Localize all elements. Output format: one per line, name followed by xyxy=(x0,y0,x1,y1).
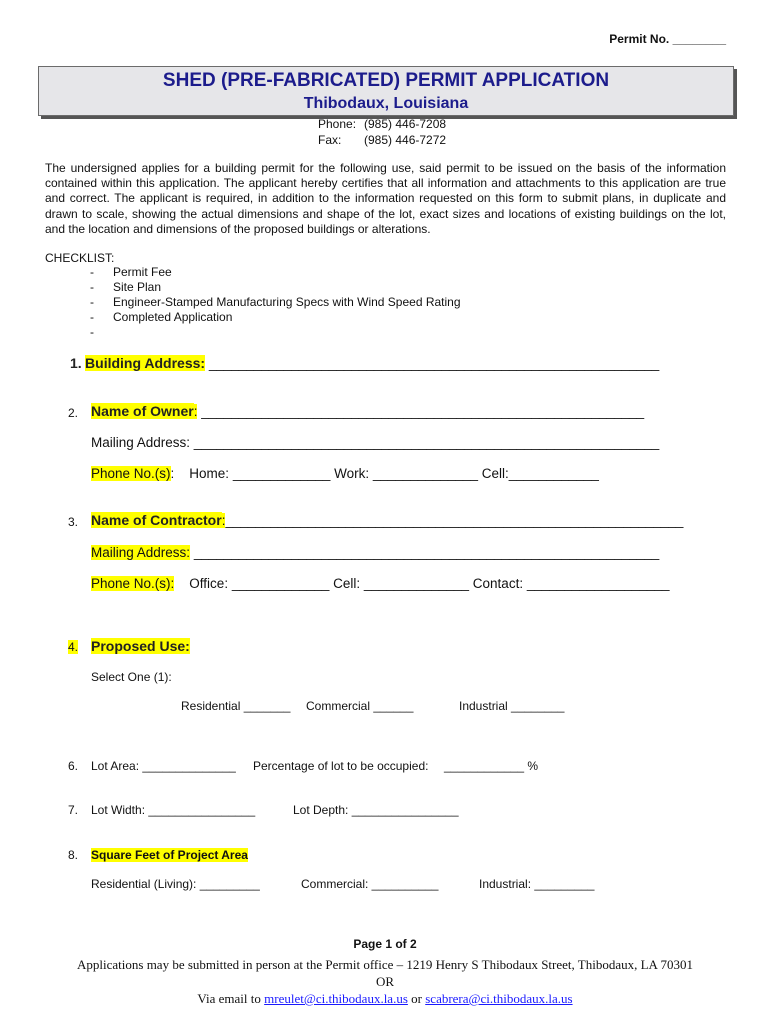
checklist-item: - Engineer-Stamped Manufacturing Specs with Wind Speed Rating xyxy=(90,295,461,309)
owner-name-row xyxy=(91,403,644,419)
owner-mailing-address-field[interactable]: Mailing Address: ______________________________________________________________ xyxy=(91,435,660,450)
owner-phone-fields[interactable]: : Home: _____________ Work: ______________ Cell:____________ xyxy=(170,466,599,481)
owner-name-label: Name of Owner xyxy=(91,403,194,419)
footer-or: OR xyxy=(375,974,395,989)
contractor-name-row xyxy=(91,512,683,528)
title-box xyxy=(38,66,734,116)
residential-sqft-field[interactable]: Residential (Living): _________ xyxy=(91,877,260,891)
owner-phone-row xyxy=(91,466,599,481)
footer-email-line xyxy=(0,991,770,1007)
industrial-option-field[interactable]: Industrial ________ xyxy=(459,699,565,713)
square-feet-label: Square Feet of Project Area xyxy=(91,848,248,862)
commercial-sqft-field[interactable]: Commercial: __________ xyxy=(301,877,439,891)
section-number: 8. xyxy=(68,848,79,862)
percentage-occupied-label: Percentage of lot to be occupied: xyxy=(253,759,429,773)
section-number: 6. xyxy=(68,759,79,773)
footer-address: Applications may be submitted in person at the Permit office – 1219 Henry S Thibodaux Street, Thibodaux, LA 70301 xyxy=(77,957,693,972)
commercial-option-field[interactable]: Commercial ______ xyxy=(306,699,414,713)
contractor-name-field[interactable]: _____________________________________________________________ xyxy=(225,513,684,528)
footer-email-join: or xyxy=(407,991,426,1006)
checklist-item: - Permit Fee xyxy=(90,265,172,279)
fax-line xyxy=(318,133,446,147)
lot-area-field[interactable]: Lot Area: ______________ xyxy=(91,759,236,773)
lot-depth-field[interactable]: Lot Depth: ________________ xyxy=(293,803,459,817)
section-number: 4. xyxy=(68,640,79,654)
building-address-field[interactable]: ____________________________________________________________ xyxy=(205,356,660,371)
page-title: SHED (PRE-FABRICATED) PERMIT APPLICATION xyxy=(162,70,610,91)
phone-line xyxy=(318,117,446,131)
checklist-item-label: Site Plan xyxy=(113,280,162,294)
contractor-phone-row xyxy=(91,576,669,591)
owner-name-colon: : xyxy=(193,404,198,419)
page-number: Page 1 of 2 xyxy=(353,937,417,951)
select-one-label: Select One (1): xyxy=(91,670,172,684)
industrial-sqft-field[interactable]: Industrial: _________ xyxy=(479,877,595,891)
checklist-heading: CHECKLIST: xyxy=(45,251,115,265)
contractor-mailing-label: Mailing Address: xyxy=(91,545,191,560)
fax-value: (985) 446-7272 xyxy=(364,133,447,147)
contractor-mailing-field[interactable]: ______________________________________________________________ xyxy=(190,545,660,560)
intro-paragraph: The undersigned applies for a building permit for the following use, said permit to be issued on the basis of the information contained within this application. The applicant hereby certifies that all information and attachments to this application are true and correct. The applicant is required, in addition to the information requested on this form to submit plans, in duplicate and drawn to scale, showing the actual dimensions and shape of the lot, exact sizes and locations of existing buildings on the lot, and the location and dimensions of the proposed buildings or alterations. xyxy=(45,161,726,236)
section-number: 7. xyxy=(68,803,79,817)
section-number: 3. xyxy=(68,515,79,529)
footer-email-prefix: Via email to xyxy=(197,991,265,1006)
checklist-item: - Site Plan xyxy=(90,280,162,294)
section-number: 2. xyxy=(68,406,79,420)
building-address-label: Building Address: xyxy=(85,355,206,371)
residential-option-field[interactable]: Residential _______ xyxy=(181,699,291,713)
phone-value: (985) 446-7208 xyxy=(364,117,447,131)
percentage-occupied-field[interactable]: ____________ % xyxy=(444,759,539,773)
checklist-item-label: Permit Fee xyxy=(113,265,172,279)
checklist-item-label: Engineer-Stamped Manufacturing Specs with Wind Speed Rating xyxy=(113,295,461,309)
contractor-name-colon: : xyxy=(221,513,226,528)
permit-number-field: Permit No. ________ xyxy=(609,32,726,46)
checklist-item: - Completed Application xyxy=(90,310,233,324)
owner-phone-label: Phone No.(s) xyxy=(91,466,171,481)
proposed-use-label: Proposed Use: xyxy=(91,638,190,654)
contractor-mailing-row xyxy=(91,545,659,560)
contractor-phone-label: Phone No.(s): xyxy=(91,576,175,591)
email-link-scabrera[interactable]: scabrera@ci.thibodaux.la.us xyxy=(425,991,573,1006)
fax-label: Fax: xyxy=(318,133,342,147)
lot-width-field[interactable]: Lot Width: ________________ xyxy=(91,803,256,817)
contractor-name-label: Name of Contractor xyxy=(91,512,222,528)
page-subtitle: Thibodaux, Louisiana xyxy=(303,95,469,112)
checklist-item-label: Completed Application xyxy=(113,310,233,324)
owner-name-field[interactable]: ___________________________________________________________ xyxy=(197,404,645,419)
checklist-item: - xyxy=(90,325,94,339)
section-number: 1. xyxy=(70,355,82,371)
contractor-phone-fields[interactable]: Office: _____________ Cell: ______________ Contact: ___________________ xyxy=(174,576,670,591)
email-link-mreulet[interactable]: mreulet@ci.thibodaux.la.us xyxy=(264,991,408,1006)
section-building-address xyxy=(70,355,659,371)
phone-label: Phone: xyxy=(318,117,357,131)
